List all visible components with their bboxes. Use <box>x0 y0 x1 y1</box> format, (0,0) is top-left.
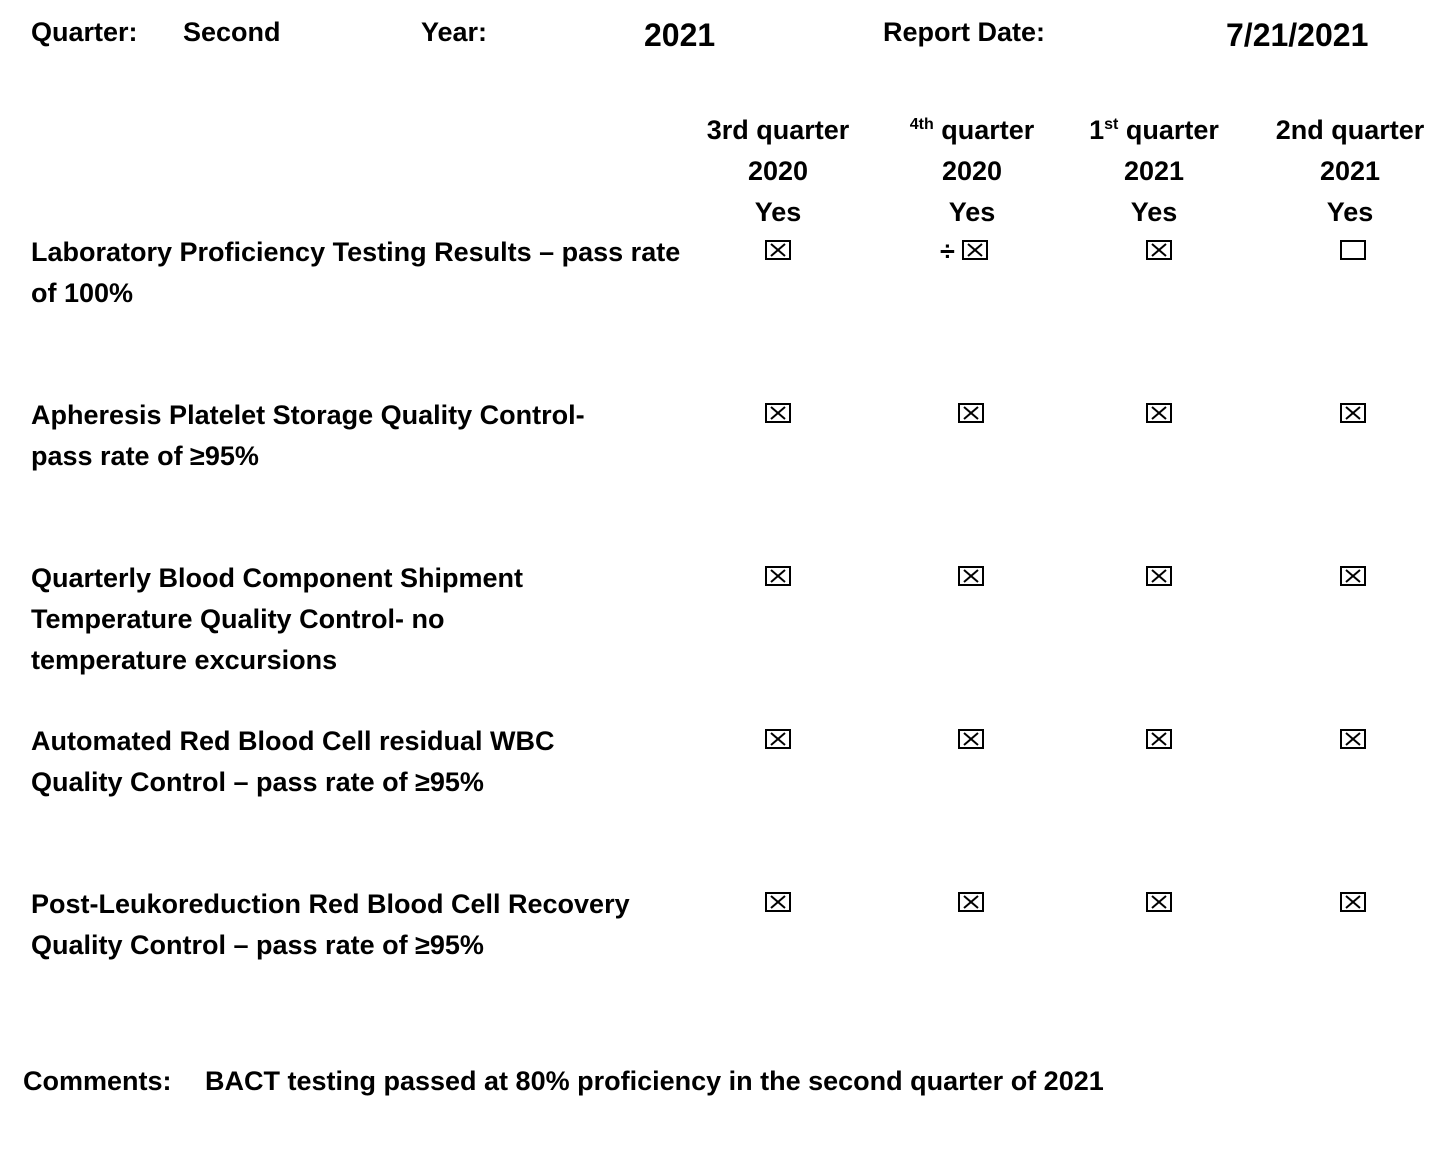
year-value: 2021 <box>644 17 716 53</box>
quarter-label: Quarter: <box>31 17 138 47</box>
report-date-label: Report Date: <box>883 17 1046 47</box>
checked-checkbox[interactable] <box>765 240 791 260</box>
checked-checkbox[interactable] <box>962 240 988 260</box>
checked-checkbox[interactable] <box>958 729 984 749</box>
quarter-value: Second <box>183 17 281 47</box>
year-label: Year: <box>421 17 488 47</box>
report-date-value: 7/21/2021 <box>1226 17 1369 53</box>
x-mark-icon <box>1148 894 1170 910</box>
x-mark-icon <box>960 568 982 584</box>
checked-checkbox[interactable] <box>1340 892 1366 912</box>
metric-label-shipment: Quarterly Blood Component Shipment Temperature Quality Control- no temperature excursions <box>31 563 524 675</box>
column-yes: Yes <box>754 197 802 227</box>
checked-checkbox[interactable] <box>958 403 984 423</box>
column-quarter-suffix: quarter <box>748 115 850 145</box>
x-mark-icon <box>1342 731 1364 747</box>
checked-checkbox[interactable] <box>1146 729 1172 749</box>
column-year: 2021 <box>1123 156 1185 186</box>
checked-checkbox[interactable] <box>1340 566 1366 586</box>
metric-label-proficiency: Laboratory Proficiency Testing Results – pass rate of 100% <box>31 237 681 308</box>
column-year: 2020 <box>747 156 809 186</box>
column-yes: Yes <box>1130 197 1178 227</box>
x-mark-icon <box>964 242 986 258</box>
x-mark-icon <box>960 894 982 910</box>
checked-checkbox[interactable] <box>765 729 791 749</box>
x-mark-icon <box>960 731 982 747</box>
checked-checkbox[interactable] <box>1340 403 1366 423</box>
x-mark-icon <box>1148 568 1170 584</box>
unchecked-checkbox[interactable] <box>1340 240 1366 260</box>
x-mark-icon <box>767 405 789 421</box>
x-mark-icon <box>1148 405 1170 421</box>
column-header <box>1230 110 1455 233</box>
column-quarter-prefix: 2nd <box>1275 115 1324 145</box>
x-mark-icon <box>767 731 789 747</box>
column-quarter-prefix: 3rd <box>706 115 749 145</box>
division-sign-mark: ÷ <box>940 236 955 266</box>
checked-checkbox[interactable] <box>765 403 791 423</box>
column-quarter-suffix: quarter <box>1118 115 1219 145</box>
column-year: 2020 <box>941 156 1003 186</box>
checked-checkbox[interactable] <box>765 566 791 586</box>
x-mark-icon <box>1148 731 1170 747</box>
comments-label: Comments: <box>23 1066 172 1096</box>
metric-label-platelet: Apheresis Platelet Storage Quality Control- pass rate of ≥95% <box>31 400 585 471</box>
checked-checkbox[interactable] <box>1146 403 1172 423</box>
comments-text: BACT testing passed at 80% proficiency in the second quarter of 2021 <box>205 1066 1104 1096</box>
x-mark-icon <box>1342 894 1364 910</box>
x-mark-icon <box>1342 568 1364 584</box>
column-yes: Yes <box>1326 197 1374 227</box>
checked-checkbox[interactable] <box>1340 729 1366 749</box>
checked-checkbox[interactable] <box>958 566 984 586</box>
x-mark-icon <box>767 894 789 910</box>
checked-checkbox[interactable] <box>1146 892 1172 912</box>
column-quarter-suffix: quarter <box>1323 115 1425 145</box>
checked-checkbox[interactable] <box>765 892 791 912</box>
x-mark-icon <box>767 568 789 584</box>
column-quarter-sup: st <box>1104 116 1119 133</box>
column-year: 2021 <box>1319 156 1381 186</box>
checked-checkbox[interactable] <box>1146 566 1172 586</box>
column-quarter-suffix: quarter <box>933 115 1035 145</box>
metric-label-wbc: Automated Red Blood Cell residual WBC Quality Control – pass rate of ≥95% <box>31 726 555 797</box>
x-mark-icon <box>1148 242 1170 258</box>
x-mark-icon <box>767 242 789 258</box>
column-quarter-sup: 4th <box>909 116 934 133</box>
column-yes: Yes <box>948 197 996 227</box>
checked-checkbox[interactable] <box>958 892 984 912</box>
checked-checkbox[interactable] <box>1146 240 1172 260</box>
metric-label-recovery: Post-Leukoreduction Red Blood Cell Recovery Quality Control – pass rate of ≥95% <box>31 889 630 960</box>
column-quarter-prefix: 1 <box>1089 115 1105 145</box>
x-mark-icon <box>1342 405 1364 421</box>
x-mark-icon <box>960 405 982 421</box>
